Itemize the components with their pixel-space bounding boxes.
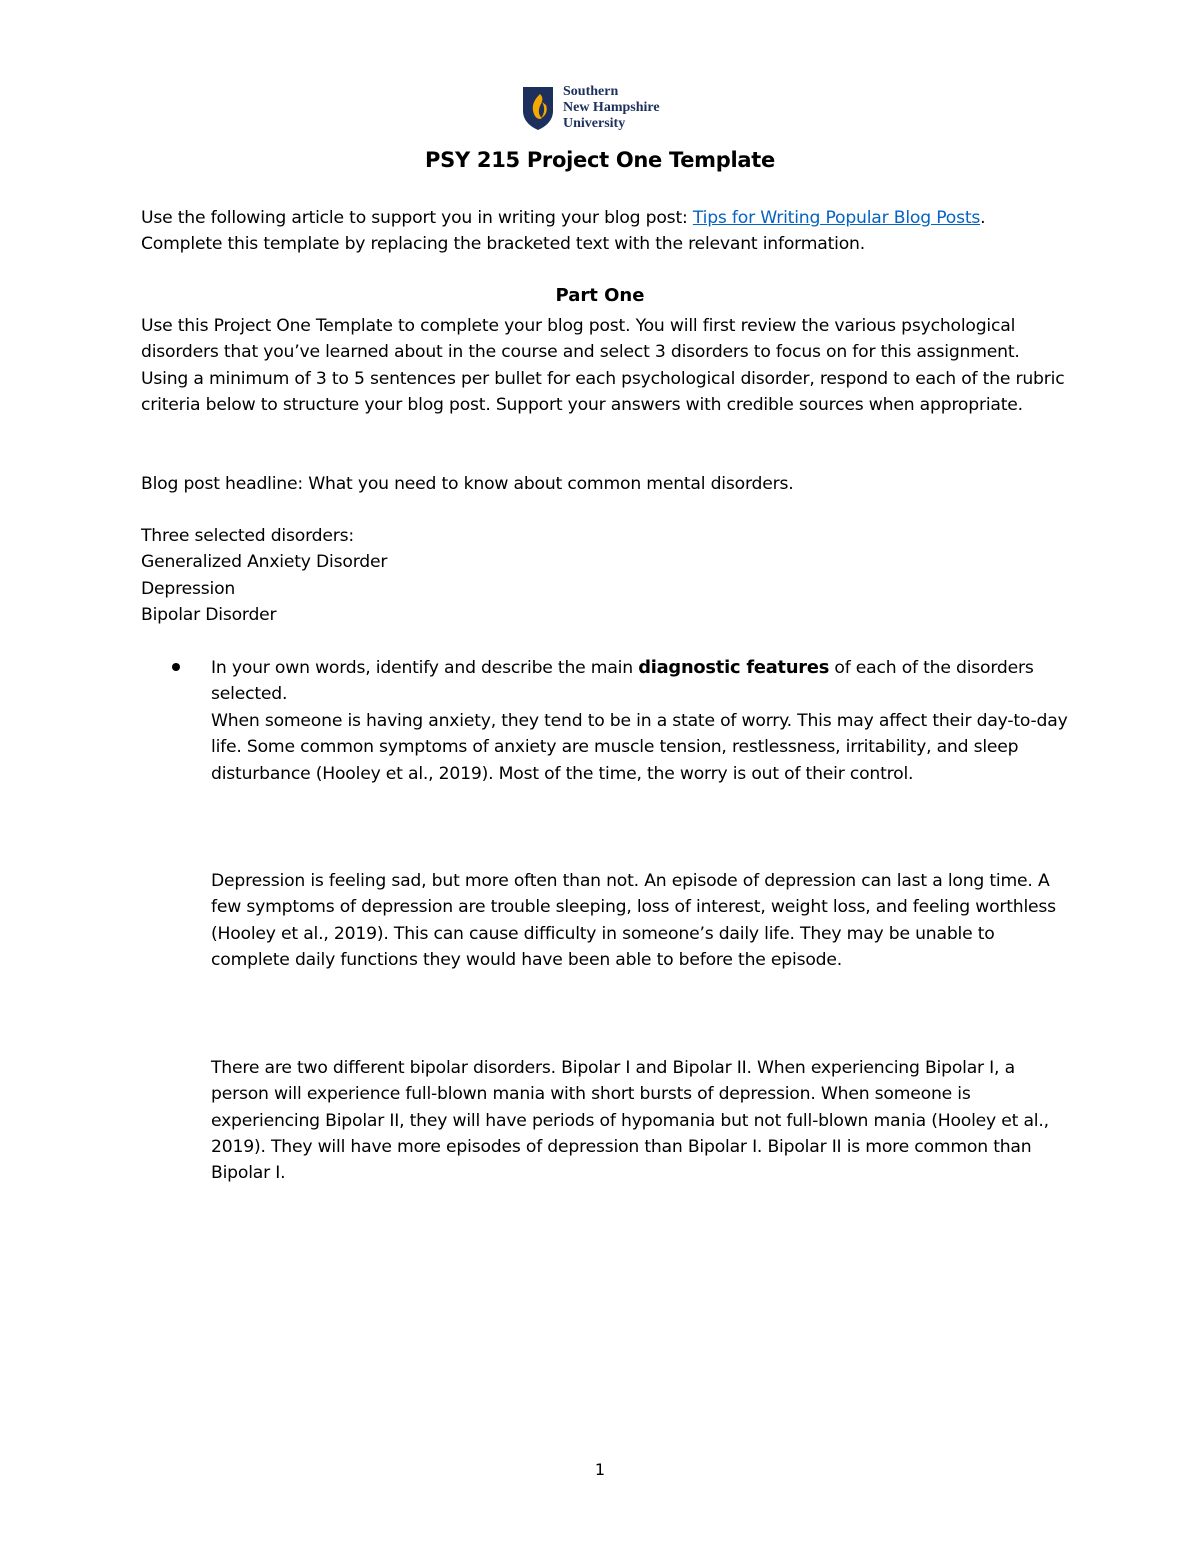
logo-line-3: University bbox=[563, 116, 626, 131]
document-title: PSY 215 Project One Template bbox=[425, 148, 775, 172]
intro-text-after-link: . bbox=[980, 208, 986, 228]
page-number: 1 bbox=[594, 1460, 606, 1479]
bullet-suffix: of each of the disorders selected. bbox=[211, 658, 1034, 705]
intro-line-2: Complete this template by replacing the bracketed text with the relevant information. bbox=[141, 234, 865, 255]
logo-wordmark bbox=[563, 84, 660, 132]
answer-depression: Depression is feeling sad, but more often than not. An episode of depression can last a long time. A few symptoms of depression are trouble sleeping, loss of interest, weight loss, and feeling worthless (Hooley et al., 2019). This can cause difficulty in someone’s daily life. They may be unable to complete daily functions they would have been able to before the episode. bbox=[211, 871, 1056, 970]
disorder-item: Bipolar Disorder bbox=[141, 604, 277, 625]
part-one-heading: Part One bbox=[555, 285, 645, 306]
bullet-prompt bbox=[211, 655, 1071, 708]
bullet-prefix: In your own words, identify and describe the main bbox=[211, 658, 639, 678]
part-one-instructions: Use this Project One Template to complete your blog post. You will first review the various psychological disorders that you’ve learned about in the course and select 3 disorders to focus on for this assignment. Using a minimum of 3 to 5 sentences per bullet for each psychological disorder, respond to each of the rubric criteria below to structure your blog post. Support your answers with credible sources when appropriate. bbox=[141, 316, 1065, 415]
selected-disorders bbox=[141, 523, 1071, 628]
intro-text-before-link: Use the following article to support you in writing your blog post: bbox=[141, 208, 693, 228]
logo-line-2: New Hampshire bbox=[563, 100, 660, 115]
answer-bipolar: There are two different bipolar disorders. Bipolar I and Bipolar II. When experiencing Bipolar I, a person will experience full-blown mania with short bursts of depression. When someone is experiencing Bipolar II, they will have periods of hypomania but not full-blown mania (Hooley et al., 2019). They will have more episodes of depression than Bipolar I. Bipolar II is more common than Bipolar I. bbox=[211, 1058, 1049, 1184]
intro-line-1 bbox=[141, 205, 1071, 231]
blog-tips-link[interactable]: Tips for Writing Popular Blog Posts bbox=[692, 208, 981, 228]
answer-anxiety: When someone is having anxiety, they tend to be in a state of worry. This may affect their day-to-day life. Some common symptoms of anxiety are muscle tension, restlessness, irritability, and sleep disturbance (Hooley et al., 2019). Most of the time, the worry is out of their control. bbox=[211, 711, 1068, 784]
logo-line-1: Southern bbox=[563, 84, 619, 99]
snhu-logo bbox=[521, 84, 660, 132]
disorder-item: Generalized Anxiety Disorder bbox=[141, 552, 388, 573]
bullet-icon bbox=[172, 663, 180, 671]
shield-flame-icon bbox=[521, 85, 555, 131]
blog-headline: Blog post headline: What you need to know about common mental disorders. bbox=[141, 474, 794, 494]
intro-paragraph bbox=[141, 205, 1071, 258]
bullet-bold-term: diagnostic features bbox=[638, 657, 830, 678]
disorders-label: Three selected disorders: bbox=[141, 526, 354, 546]
disorder-item: Depression bbox=[141, 578, 236, 599]
